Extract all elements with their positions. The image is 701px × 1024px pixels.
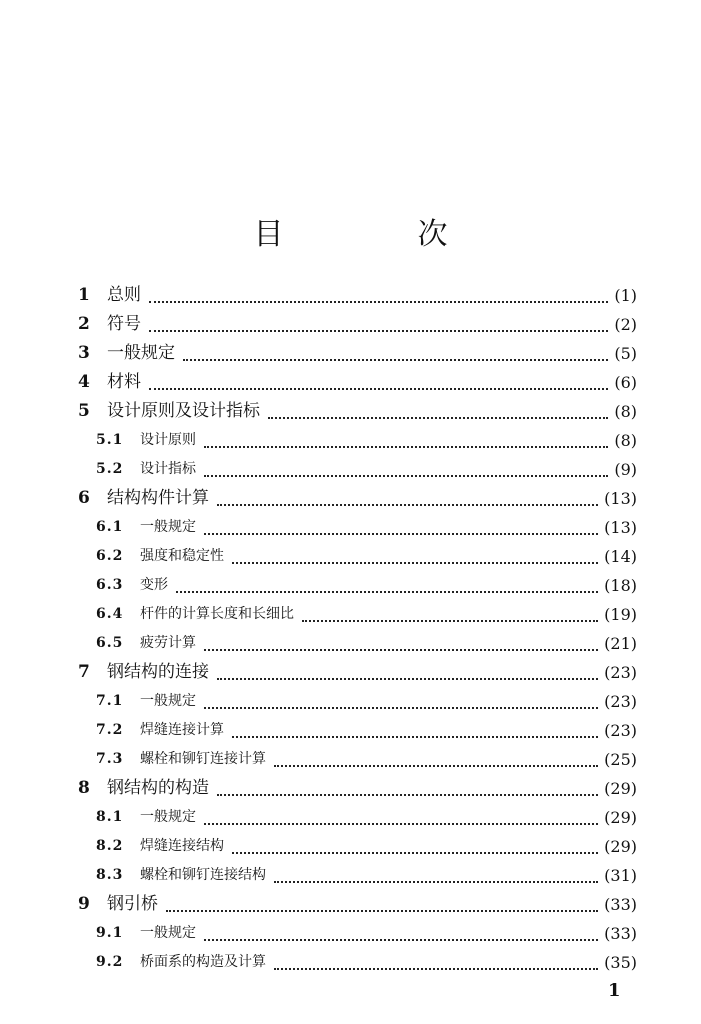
toc-entry-label: 符号 [107, 314, 141, 334]
toc-entry-label: 一般规定 [140, 809, 196, 825]
toc-entry-label: 一般规定 [107, 343, 175, 363]
dot-leader [232, 736, 598, 738]
toc-entry-label: 钢结构的构造 [107, 778, 209, 798]
dot-leader [217, 794, 598, 796]
toc-entry-page: (2) [614, 315, 637, 334]
toc-entry-label: 桥面系的构造及计算 [140, 954, 266, 970]
toc-entry[interactable] [0, 310, 701, 339]
dot-leader [204, 475, 608, 477]
toc-entry-number: 5.2 [96, 461, 124, 477]
toc-entry-number: 8.2 [96, 838, 124, 854]
toc-entry-number: 9.1 [96, 925, 124, 941]
toc-entry-label: 一般规定 [140, 925, 196, 941]
dot-leader [274, 881, 598, 883]
toc-entry-number: 1 [78, 285, 90, 305]
toc-entry[interactable] [0, 803, 701, 832]
toc-entry-page: (23) [604, 721, 637, 740]
toc-entry[interactable] [0, 600, 701, 629]
toc-entry[interactable] [0, 774, 701, 803]
toc-entry-number: 7.2 [96, 722, 124, 738]
toc-entry-label: 变形 [140, 577, 168, 593]
toc-entry-label: 疲劳计算 [140, 635, 196, 651]
toc-entry-number: 6.1 [96, 519, 124, 535]
toc-entry-number: 6.4 [96, 606, 124, 622]
toc-entry-number: 2 [78, 314, 90, 334]
toc-entry-label: 设计原则 [140, 432, 196, 448]
toc-entry[interactable] [0, 948, 701, 977]
dot-leader [176, 591, 598, 593]
toc-entry-page: (33) [604, 895, 637, 914]
toc-entry-number: 6.5 [96, 635, 124, 651]
dot-leader [232, 852, 598, 854]
page-number: 1 [608, 980, 621, 1001]
dot-leader [149, 330, 608, 332]
dot-leader [204, 707, 598, 709]
toc-entry-label: 设计原则及设计指标 [107, 401, 260, 421]
dot-leader [217, 504, 598, 506]
toc-entry-label: 杆件的计算长度和长细比 [140, 606, 294, 622]
toc-entry-label: 材料 [107, 372, 141, 392]
dot-leader [149, 301, 608, 303]
toc-entry-page: (19) [604, 605, 637, 624]
toc-entry-number: 6.2 [96, 548, 124, 564]
toc-entry-number: 6 [78, 488, 90, 508]
dot-leader [149, 388, 608, 390]
toc-entry-label: 螺栓和铆钉连接计算 [140, 751, 266, 767]
toc-entry[interactable] [0, 542, 701, 571]
toc-entry[interactable] [0, 890, 701, 919]
toc-entry[interactable] [0, 426, 701, 455]
toc-entry-page: (13) [604, 489, 637, 508]
toc-entry[interactable] [0, 832, 701, 861]
dot-leader [204, 939, 598, 941]
toc-entry-label: 螺栓和铆钉连接结构 [140, 867, 266, 883]
toc-entry-label: 设计指标 [140, 461, 196, 477]
toc-entry-page: (23) [604, 692, 637, 711]
dot-leader [204, 649, 598, 651]
toc-entry-page: (29) [604, 837, 637, 856]
dot-leader [204, 533, 598, 535]
toc-entry-number: 7.3 [96, 751, 124, 767]
toc-entry[interactable] [0, 658, 701, 687]
toc-entry-number: 8.1 [96, 809, 124, 825]
toc-entry-number: 6.3 [96, 577, 124, 593]
toc-entry[interactable] [0, 484, 701, 513]
toc-entry-label: 一般规定 [140, 693, 196, 709]
toc-entry-page: (5) [614, 344, 637, 363]
toc-entry-number: 5.1 [96, 432, 124, 448]
toc-entry-number: 9.2 [96, 954, 124, 970]
toc-entry-number: 5 [78, 401, 90, 421]
dot-leader [204, 823, 598, 825]
toc-entry[interactable] [0, 745, 701, 774]
toc-entry[interactable] [0, 455, 701, 484]
toc-entry-page: (29) [604, 779, 637, 798]
dot-leader [302, 620, 598, 622]
toc-entry-page: (21) [604, 634, 637, 653]
toc-entry-label: 结构构件计算 [107, 488, 209, 508]
toc-entry-page: (1) [614, 286, 637, 305]
toc-entry-page: (29) [604, 808, 637, 827]
toc-entry[interactable] [0, 397, 701, 426]
dot-leader [268, 417, 608, 419]
dot-leader [232, 562, 598, 564]
dot-leader [204, 446, 608, 448]
toc-entry-number: 7.1 [96, 693, 124, 709]
dot-leader [274, 968, 598, 970]
toc-entry-page: (13) [604, 518, 637, 537]
toc-entry-page: (23) [604, 663, 637, 682]
toc-entry-page: (6) [614, 373, 637, 392]
toc-entry[interactable] [0, 687, 701, 716]
toc-entry-page: (14) [604, 547, 637, 566]
toc-entry-number: 8.3 [96, 867, 124, 883]
toc-entry-page: (8) [614, 402, 637, 421]
dot-leader [274, 765, 598, 767]
toc-entry-page: (9) [614, 460, 637, 479]
toc-entry[interactable] [0, 571, 701, 600]
dot-leader [217, 678, 598, 680]
toc-entry-label: 焊缝连接计算 [140, 722, 224, 738]
toc-entry-label: 强度和稳定性 [140, 548, 224, 564]
toc-entry-label: 钢引桥 [107, 894, 158, 914]
page-title: 目 次 [253, 217, 500, 252]
toc-entry-label: 钢结构的连接 [107, 662, 209, 682]
toc-entry[interactable] [0, 716, 701, 745]
toc-entry[interactable] [0, 339, 701, 368]
toc-entry-page: (25) [604, 750, 637, 769]
toc-entry[interactable] [0, 368, 701, 397]
toc-entry[interactable] [0, 919, 701, 948]
toc-entry-label: 焊缝连接结构 [140, 838, 224, 854]
toc-entry[interactable] [0, 629, 701, 658]
toc-entry-label: 总则 [107, 285, 141, 305]
toc-entry-number: 8 [78, 778, 90, 798]
toc-entry[interactable] [0, 861, 701, 890]
toc-entry-label: 一般规定 [140, 519, 196, 535]
toc-entry-page: (8) [614, 431, 637, 450]
toc-entry-page: (35) [604, 953, 637, 972]
toc-entry-number: 3 [78, 343, 90, 363]
toc-entry-page: (33) [604, 924, 637, 943]
dot-leader [183, 359, 608, 361]
toc-entry-number: 4 [78, 372, 90, 392]
dot-leader [166, 910, 598, 912]
toc-entry[interactable] [0, 281, 701, 310]
toc-entry[interactable] [0, 513, 701, 542]
toc-entry-page: (18) [604, 576, 637, 595]
toc-entry-number: 7 [78, 662, 90, 682]
toc-entry-number: 9 [78, 894, 90, 914]
toc-entry-page: (31) [604, 866, 637, 885]
